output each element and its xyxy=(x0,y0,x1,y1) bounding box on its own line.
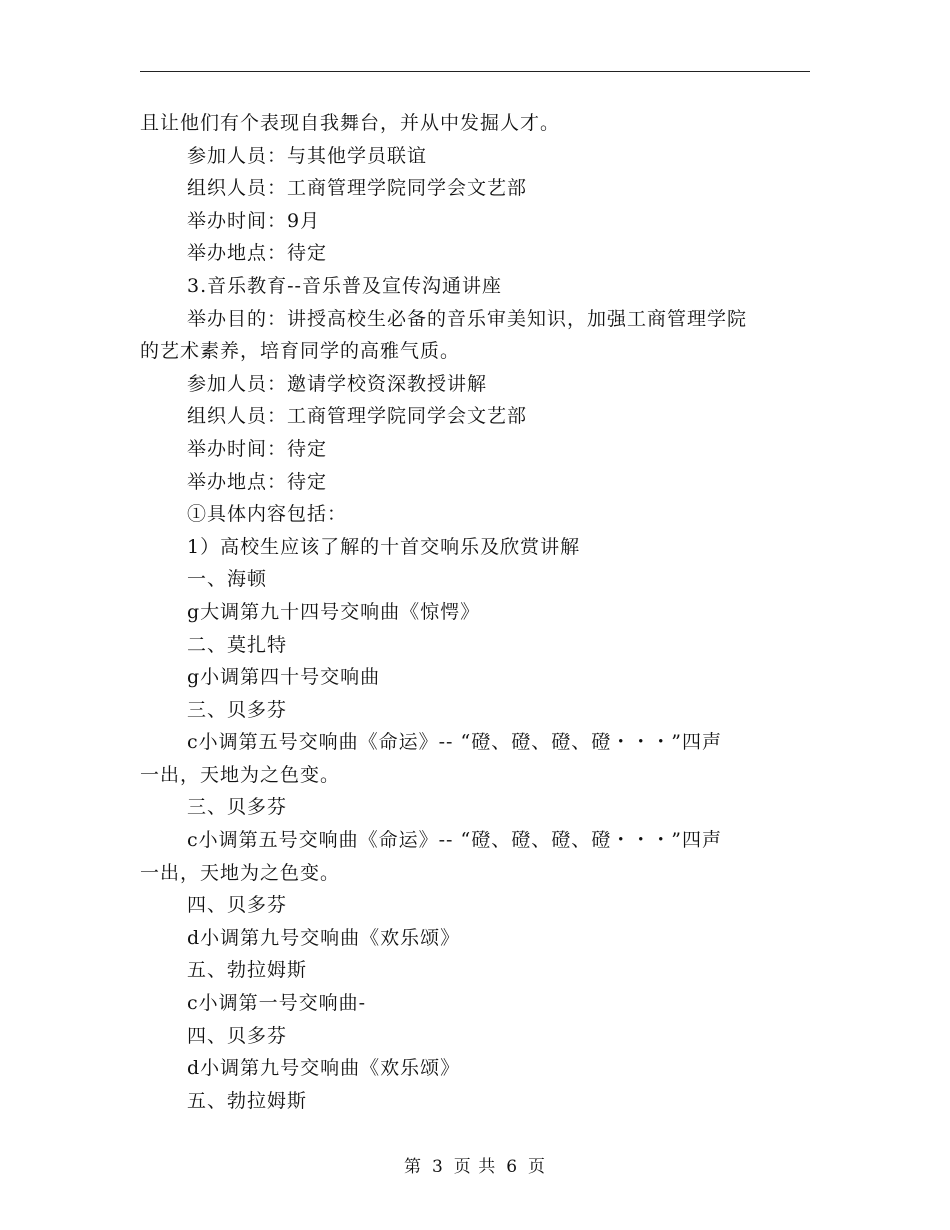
text-line: 四、贝多芬 xyxy=(187,894,288,917)
text-line: 四、贝多芬 xyxy=(187,1024,288,1047)
total-pages-number: 6 xyxy=(506,1157,519,1177)
text-line: ①具体内容包括： xyxy=(187,503,348,526)
text-line: 五、勃拉姆斯 xyxy=(187,959,308,982)
text-line: 参加人员：与其他学员联谊 xyxy=(187,144,428,167)
text-line: d小调第九号交响曲《欢乐颂》 xyxy=(187,1057,461,1080)
text-line: 五、勃拉姆斯 xyxy=(187,1089,308,1112)
text-line: 三、贝多芬 xyxy=(187,796,288,819)
text-line: 一出，天地为之色变。 xyxy=(140,763,341,786)
text-line: g大调第九十四号交响曲《惊愕》 xyxy=(187,600,481,623)
text-line: 3.音乐教育--音乐普及宣传沟通讲座 xyxy=(187,274,502,297)
text-line: 且让他们有个表现自我舞台，并从中发掘人才。 xyxy=(140,112,561,134)
text-line: 举办时间：待定 xyxy=(187,437,328,460)
text-line: 1）高校生应该了解的十首交响乐及欣赏讲解 xyxy=(187,535,581,558)
text-line: 一出，天地为之色变。 xyxy=(140,861,341,884)
text-line: 举办目的：讲授高校生必备的音乐审美知识，加强工商管理学院 xyxy=(187,307,748,330)
text-line: 三、贝多芬 xyxy=(187,698,288,721)
document-body xyxy=(140,107,810,1117)
header-rule xyxy=(140,71,810,72)
current-page-number: 3 xyxy=(431,1157,444,1177)
text-line: d小调第九号交响曲《欢乐颂》 xyxy=(187,926,461,949)
text-line: c小调第五号交响曲《命运》-- “磴、磴、磴、磴・・・”四声 xyxy=(187,731,722,754)
text-line: 二、莫扎特 xyxy=(187,633,288,656)
footer-prefix: 第 xyxy=(403,1157,422,1177)
text-line: 组织人员：工商管理学院同学会文艺部 xyxy=(187,177,528,200)
text-line: 的艺术素养，培育同学的高雅气质。 xyxy=(140,340,461,363)
text-line: 举办地点：待定 xyxy=(187,470,328,493)
text-line: 参加人员：邀请学校资深教授讲解 xyxy=(187,372,488,395)
footer-middle: 页 共 xyxy=(453,1157,497,1177)
text-line: c小调第一号交响曲- xyxy=(187,992,367,1015)
text-line: 组织人员：工商管理学院同学会文艺部 xyxy=(187,405,528,428)
text-line: g小调第四十号交响曲 xyxy=(187,666,381,689)
text-line: 举办地点：待定 xyxy=(187,242,328,265)
page-footer xyxy=(0,1152,950,1177)
text-line: 举办时间：9月 xyxy=(187,209,321,232)
text-line: c小调第五号交响曲《命运》-- “磴、磴、磴、磴・・・”四声 xyxy=(187,829,722,852)
text-line: 一、海顿 xyxy=(187,568,268,591)
footer-suffix: 页 xyxy=(528,1157,547,1177)
